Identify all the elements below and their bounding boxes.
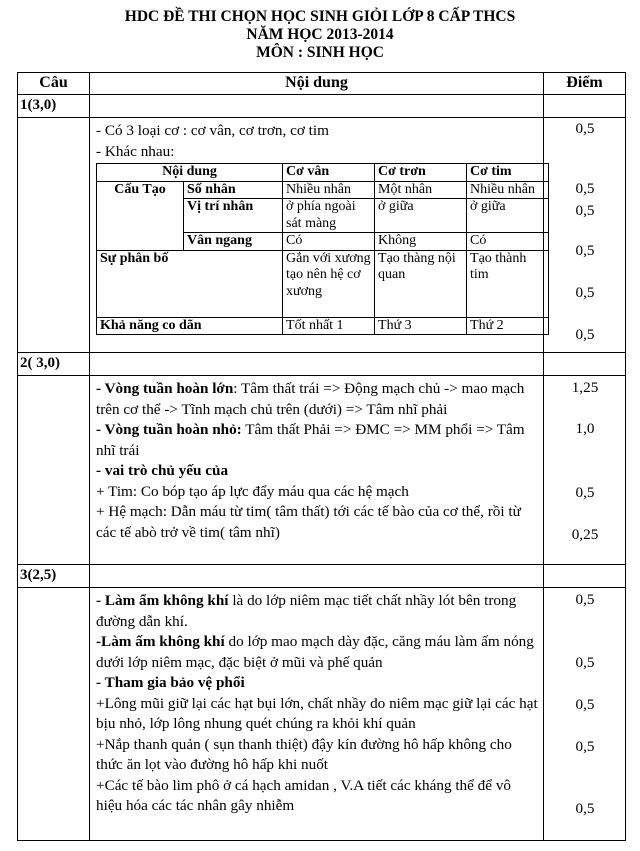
sub-h-noidung: Nội dung [97,164,283,182]
question-1-content [90,118,544,353]
q3-c-bold: - Tham gia bảo vệ phổi [96,674,245,691]
sub-phanbo-t: Tạo thàng nội quan [375,250,467,317]
col-header-diem: Điểm [544,73,626,95]
sub-phanbo-m: Tạo thành tim [467,250,549,317]
q3-point: 0,5 [575,654,595,671]
q1-point: 0,5 [575,242,595,259]
sub-h-cotim: Cơ tim [467,164,549,182]
q3-point: 0,5 [575,696,595,713]
doc-title: HDC ĐỀ THI CHỌN HỌC SINH GIỎI LỚP 8 CẤP THCS [124,8,516,25]
sub-vitrinhan-v: ở phía ngoài sát màng [283,199,375,233]
question-3-content [90,588,544,841]
question-2-points [544,376,626,565]
sub-vitrinhan-m: ở giữa [467,199,549,233]
question-3-label: 3(2,5) [18,565,90,588]
sub-codan-m: Thứ 2 [467,317,549,335]
sub-phanbo-v: Gắn với xương tạo nên hệ cơ xương [283,250,375,317]
q2-point: 0,5 [575,484,595,501]
col-header-cau: Câu [18,73,90,95]
q2-point: 0,25 [571,526,599,543]
question-2-label: 2( 3,0) [18,353,90,376]
q2-point: 1,0 [575,420,595,437]
sub-sonhan: Số nhân [184,181,283,199]
q1-point: 0,5 [575,284,595,301]
q1-line2: - Khác nhau: [96,142,175,160]
sub-h-covan: Cơ vân [283,164,375,182]
q3-point: 0,5 [575,738,595,755]
question-2-content [90,376,544,565]
comparison-table [96,163,549,335]
sub-cautao: Cấu Tạo [97,181,184,250]
sub-sonhan-m: Nhiều nhân [467,181,549,199]
sub-vitrinhan: Vị trí nhân [184,199,283,233]
q2-a-text: : Tâm thất trái => Động mạch chủ -> mao mạch trên cơ thể -> Tĩnh mạch chủ trên (dưới) => Tâm nhĩ phải [96,380,525,418]
q3-f-text: +Các tế bào lim phô ở cá hạch amidan , V.A tiết các kháng thể để vô hiệu hóa các tác nhân gây nhiễm [96,776,512,814]
q2-b-text: Tâm thất Phải => ĐMC => MM phổi => Tâm nhĩ trái [96,421,525,459]
q2-e-text: + Hệ mạch: Dẫn máu từ tim( tâm thất) tới các tế bào của cơ thể, rồi từ các tế abò trở về tim( tâm nhĩ) [96,503,521,541]
sub-vitrinhan-t: ở giữa [375,199,467,233]
sub-phanbo: Sự phân bố [97,250,283,317]
q3-e-text: +Nắp thanh quản ( sụn thanh thiệt) đậy kín đường hô hấp không cho thức ăn lọt vào đường hô hấp khi nuốt [96,735,512,773]
sub-codan-t: Thứ 3 [375,317,467,335]
sub-codan-v: Tốt nhất 1 [283,317,375,335]
school-year: NĂM HỌC 2013-2014 [246,26,394,43]
q2-d-text: + Tim: Co bóp tạo áp lực đẩy máu qua các hệ mạch [96,482,409,500]
sub-vanngang-m: Có [467,233,549,251]
q2-c-bold: - vai trò chủ yếu của [96,462,229,479]
q3-point: 0,5 [575,800,595,817]
sub-sonhan-t: Một nhân [375,181,467,199]
q1-point: 0,5 [575,180,595,197]
sub-codan: Khả năng co dãn [97,317,283,335]
subject: MÔN : SINH HỌC [256,44,384,61]
sub-vanngang: Vân ngang [184,233,283,251]
q3-b-bold: -Làm ấm không khí [96,633,225,650]
question-3-points [544,588,626,841]
sub-h-cotron: Cơ trơn [375,164,467,182]
q1-point: 0,5 [575,120,595,137]
q3-a-text: là do lớp niêm mạc tiết chất nhầy lót bên trong đường dẫn khí. [96,592,517,630]
sub-vanngang-t: Không [375,233,467,251]
q3-a-bold: - Làm ẩm không khí [96,592,229,609]
sub-vanngang-v: Có [283,233,375,251]
q2-b-bold: - Vòng tuần hoàn nhỏ: [96,421,242,438]
q3-b-text: do lớp mao mạch dày đặc, căng máu làm ấm nóng dưới lớp niêm mạc, đặc biệt ở mũi và phế quản [96,633,534,671]
q1-point: 0,5 [575,202,595,219]
q1-line1: - Có 3 loại cơ : cơ vân, cơ trơn, cơ tim [96,122,329,139]
question-1-points [544,118,626,353]
col-header-noidung: Nội dung [90,73,544,95]
question-1-label: 1(3,0) [18,95,90,118]
q2-point: 1,25 [571,379,599,396]
q3-point: 0,5 [575,591,595,608]
q3-d-text: +Lông mũi giữ lại các hạt bụi lớn, chất nhầy do niêm mạc giữ lại các hạt bịu nhỏ, lớp lông nhung quét chúng ra khỏi khí quản [96,694,538,732]
sub-sonhan-v: Nhiều nhân [283,181,375,199]
q2-a-bold: - Vòng tuần hoàn lớn [96,380,234,397]
answer-table [17,72,626,841]
q1-point: 0,5 [575,326,595,343]
